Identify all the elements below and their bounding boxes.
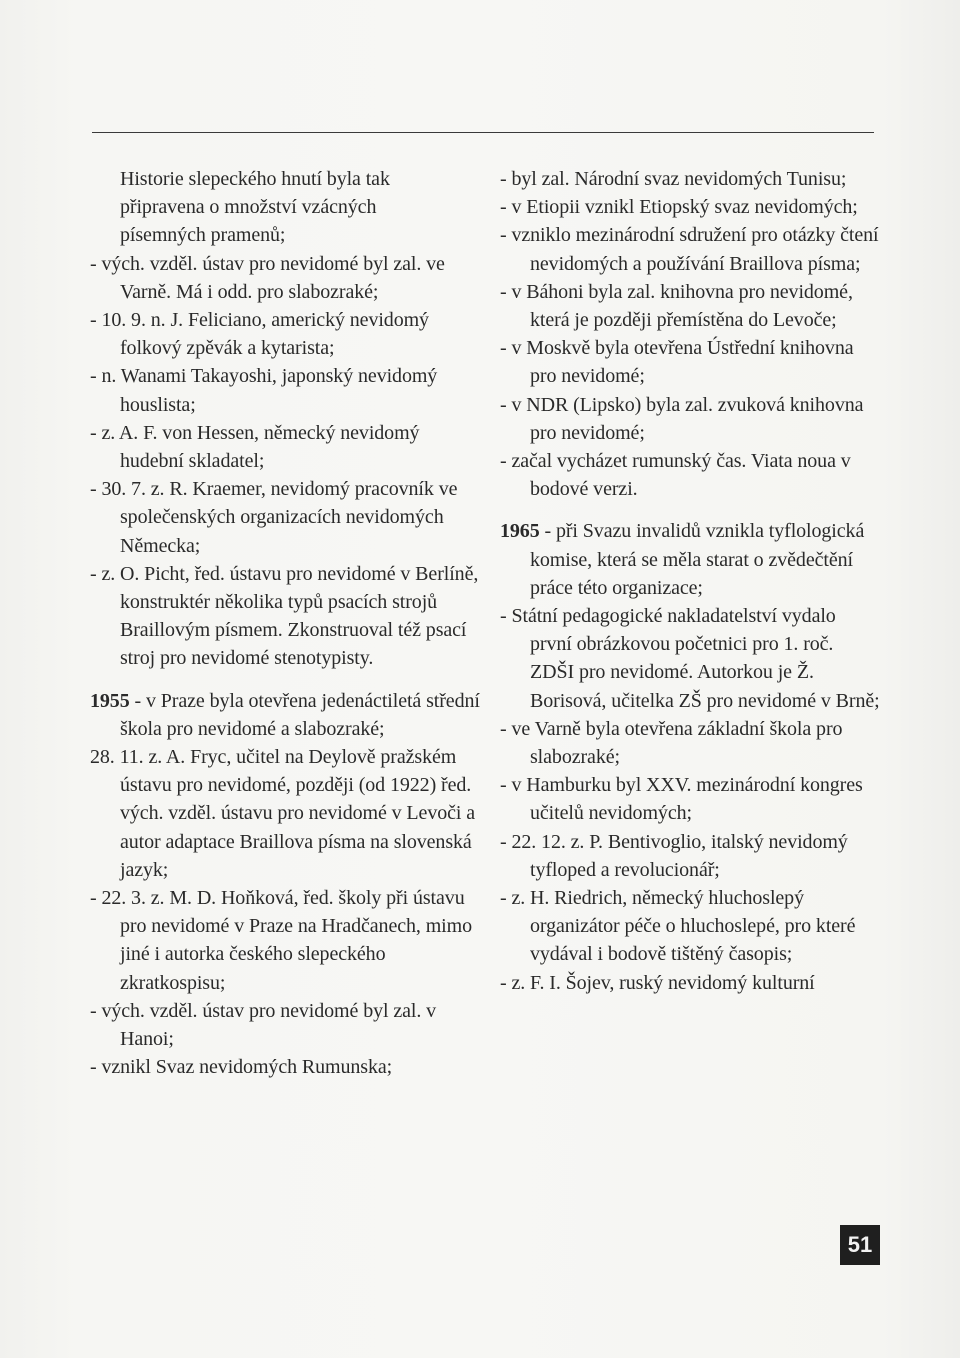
chronology-entry: - z. F. I. Šojev, ruský nevidomý kulturní bbox=[500, 971, 815, 994]
page-number: 51 bbox=[840, 1225, 880, 1265]
chronology-entry: - v NDR (Lipsko) byla zal. zvuková knihovna pro nevidomé; bbox=[500, 393, 864, 444]
paragraph-gap bbox=[90, 673, 482, 687]
top-rule bbox=[92, 132, 874, 133]
chronology-entry: - v Báhoni byla zal. knihovna pro nevidomé, která je později přemístěna do Levoče; bbox=[500, 280, 853, 332]
chronology-entry: - Státní pedagogické nakladatelství vydalo první obrázkovou početnici pro 1. roč. ZDŠI pro nevidomé. Autorkou je Ž. Borisová, učitelka ZŠ pro nevidomé v Brně; bbox=[500, 605, 880, 712]
chronology-entry: - z. A. F. von Hessen, německý nevidomý hudební skladatel; bbox=[90, 421, 420, 473]
chronology-entry: - vzniklo mezinárodní sdružení pro otázky čtení nevidomých a používání Braillova písma; bbox=[500, 224, 879, 275]
chronology-entry: - ve Varně byla otevřena základní škola pro slabozraké; bbox=[500, 717, 843, 769]
year-entry-text: - při Svazu invalidů vznikla tyflologická komise, která se měla starat o zvědečtění práce této organizace; bbox=[530, 520, 865, 599]
intro-line: připravena o množství vzácných bbox=[120, 196, 377, 219]
year-label: 1955 bbox=[90, 689, 130, 712]
chronology-entry: - vých. vzděl. ústav pro nevidomé byl zal. v Hanoi; bbox=[90, 999, 437, 1051]
right-column bbox=[500, 165, 880, 997]
chronology-entry: - začal vycházet rumunský čas. Viata noua v bodové verzi. bbox=[500, 450, 851, 501]
year-entry bbox=[500, 517, 880, 602]
chronology-entry: - 30. 7. z. R. Kraemer, nevidomý pracovník ve společenských organizacích nevidomých Německa; bbox=[90, 478, 458, 557]
paragraph-gap bbox=[500, 503, 880, 517]
chronology-entry: - v Hamburku byl XXV. mezinárodní kongres učitelů nevidomých; bbox=[500, 774, 863, 825]
chronology-entry: - byl zal. Národní svaz nevidomých Tunisu; bbox=[500, 168, 847, 190]
chronology-entry: - vých. vzděl. ústav pro nevidomé byl zal. ve Varně. Má i odd. pro slabozraké; bbox=[90, 252, 445, 303]
year-entry-text: - v Praze byla otevřena jedenáctiletá střední škola pro nevidomé a slabozraké; bbox=[120, 689, 480, 740]
chronology-entry: 28. 11. z. A. Fryc, učitel na Deylově pražském ústavu pro nevidomé, později (od 1922) řed. vých. vzděl. ústavu pro nevidomé v Levoči a autor adaptace Braillova písma na slovenská jazyk; bbox=[90, 746, 476, 881]
chronology-entry: - 22. 3. z. M. D. Hoňková, řed. školy při ústavu pro nevidomé v Praze na Hradčanech, mimo jiné i autorka českého slepeckého zkratkospisu; bbox=[90, 887, 472, 994]
chronology-entry: - vznikl Svaz nevidomých Rumunska; bbox=[90, 1056, 393, 1079]
chronology-entry: - z. H. Riedrich, německý hluchoslepý organizátor péče o hluchoslepé, pro které vydával i bodově tištěný časopis; bbox=[500, 887, 856, 966]
chronology-entry: - v Moskvě byla otevřena Ústřední knihovna pro nevidomé; bbox=[500, 337, 854, 388]
intro-line: písemných pramenů; bbox=[120, 224, 286, 247]
left-column bbox=[90, 165, 482, 1082]
chronology-entry: - 10. 9. n. J. Feliciano, americký nevidomý folkový zpěvák a kytarista; bbox=[90, 309, 429, 360]
intro-line: Historie slepeckého hnutí byla tak bbox=[120, 168, 390, 190]
chronology-entry: - 22. 12. z. P. Bentivoglio, italský nevidomý tyfloped a revolucionář; bbox=[500, 830, 848, 881]
chronology-entry: - z. O. Picht, řed. ústavu pro nevidomé v Berlíně, konstruktér několika typů psacích strojů Braillovým písmem. Zkonstruoval též psací stroj pro nevidomé stenotypisty. bbox=[90, 562, 479, 670]
chronology-entry: - n. Wanami Takayoshi, japonský nevidomý houslista; bbox=[90, 365, 438, 416]
chronology-entry: - v Etiopii vznikl Etiopský svaz nevidomých; bbox=[500, 196, 858, 219]
year-entry bbox=[90, 687, 482, 743]
year-label: 1965 bbox=[500, 520, 540, 543]
